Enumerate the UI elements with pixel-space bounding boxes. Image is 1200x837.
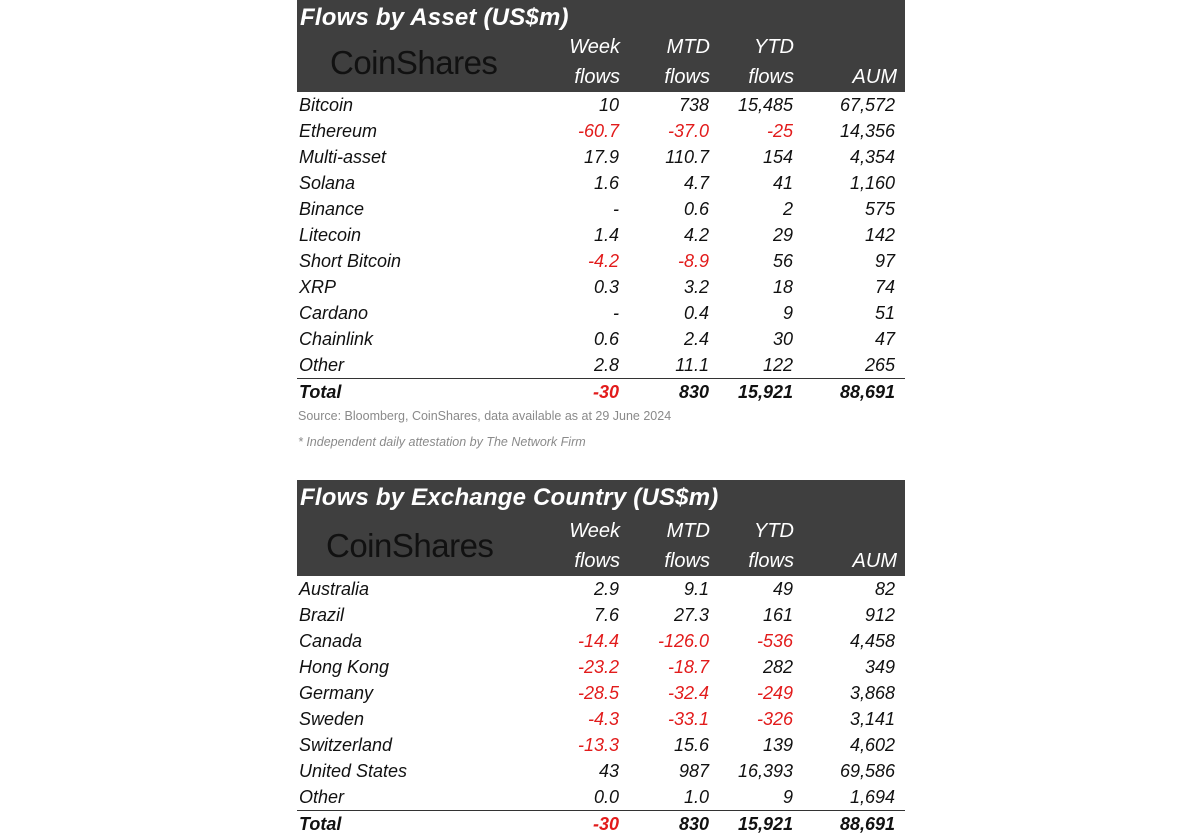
coinshares-logo: CoinShares	[330, 44, 498, 81]
value-cell: -23.2	[577, 656, 619, 677]
table-row	[297, 196, 905, 222]
value-cell: -8.9	[677, 250, 709, 271]
row-label: Total	[297, 811, 527, 837]
value-cell: 74	[874, 276, 895, 297]
value-cell: 15,485	[737, 94, 793, 115]
row-label: Multi-asset	[299, 146, 387, 167]
asset-flows-table	[297, 92, 905, 405]
table-row	[297, 274, 905, 300]
country-table-body	[297, 576, 905, 837]
value-cell: 1.4	[593, 224, 619, 245]
value-cell: 161	[762, 604, 793, 625]
value-cell: 15,921	[709, 379, 793, 406]
value-cell: 15.6	[673, 734, 709, 755]
value-cell: 110.7	[665, 146, 709, 167]
value-cell: 88,691	[793, 379, 905, 406]
value-cell: 1.6	[593, 172, 619, 193]
value-cell: 0.0	[593, 786, 619, 807]
row-label: Solana	[299, 172, 356, 193]
row-label: Other	[299, 786, 345, 807]
col-mtd-line1: MTD	[666, 520, 710, 542]
asset-table-title: Flows by Asset (US$m)	[300, 4, 569, 31]
source-note: Source: Bloomberg, CoinShares, data available as at 29 June 2024	[298, 409, 672, 423]
value-cell: 1,694	[849, 786, 895, 807]
col-ytd-line1: YTD	[754, 520, 794, 542]
row-label: Short Bitcoin	[299, 250, 402, 271]
row-label: Chainlink	[299, 328, 374, 349]
total-row	[297, 379, 905, 406]
value-cell: 41	[772, 172, 793, 193]
value-cell: 4.2	[683, 224, 709, 245]
value-cell: 349	[864, 656, 895, 677]
value-cell: -37.0	[667, 120, 709, 141]
value-cell: -18.7	[667, 656, 709, 677]
value-cell: -32.4	[667, 682, 709, 703]
value-cell: 0.6	[593, 328, 619, 349]
attestation-note: * Independent daily attestation by The Network Firm	[298, 435, 586, 449]
table-row	[297, 92, 905, 118]
table-row	[297, 706, 905, 732]
value-cell: 2	[782, 198, 793, 219]
value-cell: 987	[678, 760, 709, 781]
value-cell: 154	[762, 146, 793, 167]
col-week-line2: flows	[574, 66, 620, 88]
value-cell: -30	[527, 379, 619, 406]
value-cell: 4,458	[849, 630, 895, 651]
value-cell: -326	[756, 708, 793, 729]
table-row	[297, 326, 905, 352]
row-label: Canada	[299, 630, 363, 651]
row-label: United States	[299, 760, 408, 781]
value-cell: 9	[782, 786, 793, 807]
value-cell: 14,356	[839, 120, 895, 141]
value-cell: 2.4	[683, 328, 709, 349]
row-label: Germany	[299, 682, 374, 703]
value-cell: 282	[762, 656, 793, 677]
value-cell: 0.3	[593, 276, 619, 297]
value-cell: 16,393	[737, 760, 793, 781]
row-label: Hong Kong	[299, 656, 390, 677]
value-cell: 3,868	[849, 682, 895, 703]
value-cell: 142	[864, 224, 895, 245]
table-row	[297, 784, 905, 811]
value-cell: -30	[527, 811, 619, 837]
col-mtd-line2: flows	[664, 550, 710, 572]
table-row	[297, 118, 905, 144]
table-row	[297, 654, 905, 680]
value-cell: 1.0	[683, 786, 709, 807]
table-row	[297, 758, 905, 784]
table-row	[297, 680, 905, 706]
value-cell: 27.3	[673, 604, 709, 625]
value-cell: -25	[766, 120, 793, 141]
row-label: Sweden	[299, 708, 365, 729]
value-cell: 4,602	[849, 734, 895, 755]
value-cell: -60.7	[577, 120, 619, 141]
row-label: Other	[299, 354, 345, 375]
table-row	[297, 352, 905, 379]
country-table-title: Flows by Exchange Country (US$m)	[300, 484, 719, 511]
value-cell: -126.0	[657, 630, 709, 651]
value-cell: 122	[762, 354, 793, 375]
value-cell: 2.9	[593, 578, 619, 599]
value-cell: 11.1	[675, 354, 709, 375]
row-label: XRP	[299, 276, 337, 297]
value-cell: 49	[772, 578, 793, 599]
value-cell: 3,141	[849, 708, 895, 729]
value-cell: -249	[756, 682, 793, 703]
value-cell: 29	[772, 224, 793, 245]
table-row	[297, 300, 905, 326]
value-cell: 88,691	[793, 811, 905, 837]
table-row	[297, 576, 905, 602]
asset-flows-panel	[297, 0, 905, 449]
value-cell: 4.7	[683, 172, 709, 193]
value-cell: 18	[772, 276, 793, 297]
row-label: Litecoin	[299, 224, 362, 245]
col-week-line2: flows	[574, 550, 620, 572]
col-week-line1: Week	[569, 36, 620, 58]
value-cell: 10	[598, 94, 619, 115]
value-cell: 830	[619, 811, 709, 837]
value-cell: -4.3	[587, 708, 619, 729]
value-cell: 265	[864, 354, 895, 375]
value-cell: -33.1	[667, 708, 709, 729]
table-row	[297, 732, 905, 758]
value-cell: 67,572	[839, 94, 895, 115]
value-cell: -	[613, 302, 619, 323]
value-cell: 9.1	[683, 578, 709, 599]
value-cell: 9	[782, 302, 793, 323]
table-row	[297, 170, 905, 196]
table-row	[297, 628, 905, 654]
row-label: Total	[297, 379, 527, 406]
value-cell: 738	[678, 94, 709, 115]
row-label: Bitcoin	[299, 94, 354, 115]
total-row	[297, 811, 905, 837]
row-label: Binance	[299, 198, 365, 219]
value-cell: -	[613, 198, 619, 219]
table-row	[297, 248, 905, 274]
value-cell: 0.4	[683, 302, 709, 323]
col-mtd-line2: flows	[664, 66, 710, 88]
value-cell: 1,160	[849, 172, 895, 193]
col-ytd-line2: flows	[748, 66, 794, 88]
value-cell: -4.2	[587, 250, 619, 271]
col-aum: AUM	[852, 66, 897, 88]
asset-table-header	[297, 0, 905, 92]
country-flows-panel	[297, 480, 905, 837]
row-label: Brazil	[299, 604, 345, 625]
value-cell: 0.6	[683, 198, 709, 219]
table-row	[297, 602, 905, 628]
col-week-line1: Week	[569, 520, 620, 542]
value-cell: 7.6	[593, 604, 619, 625]
value-cell: -536	[756, 630, 793, 651]
value-cell: 3.2	[683, 276, 709, 297]
value-cell: 139	[762, 734, 793, 755]
value-cell: -13.3	[577, 734, 619, 755]
col-mtd-line1: MTD	[666, 36, 710, 58]
value-cell: 830	[619, 379, 709, 406]
country-table-header	[297, 480, 905, 576]
value-cell: 2.8	[593, 354, 619, 375]
value-cell: -14.4	[577, 630, 619, 651]
asset-table-body	[297, 92, 905, 405]
col-ytd-line2: flows	[748, 550, 794, 572]
value-cell: 47	[874, 328, 895, 349]
value-cell: 69,586	[839, 760, 895, 781]
value-cell: 82	[874, 578, 895, 599]
row-label: Cardano	[299, 302, 369, 323]
row-label: Ethereum	[299, 120, 378, 141]
country-flows-table	[297, 576, 905, 837]
col-ytd-line1: YTD	[754, 36, 794, 58]
value-cell: 4,354	[849, 146, 895, 167]
value-cell: 15,921	[709, 811, 793, 837]
table-row	[297, 144, 905, 170]
table-row	[297, 222, 905, 248]
value-cell: -28.5	[577, 682, 619, 703]
row-label: Australia	[299, 578, 370, 599]
value-cell: 912	[864, 604, 895, 625]
value-cell: 43	[598, 760, 619, 781]
coinshares-logo: CoinShares	[326, 527, 494, 564]
value-cell: 51	[874, 302, 895, 323]
value-cell: 17.9	[583, 146, 619, 167]
value-cell: 30	[772, 328, 793, 349]
col-aum: AUM	[852, 550, 897, 572]
value-cell: 97	[874, 250, 895, 271]
row-label: Switzerland	[299, 734, 393, 755]
value-cell: 56	[772, 250, 793, 271]
value-cell: 575	[864, 198, 895, 219]
